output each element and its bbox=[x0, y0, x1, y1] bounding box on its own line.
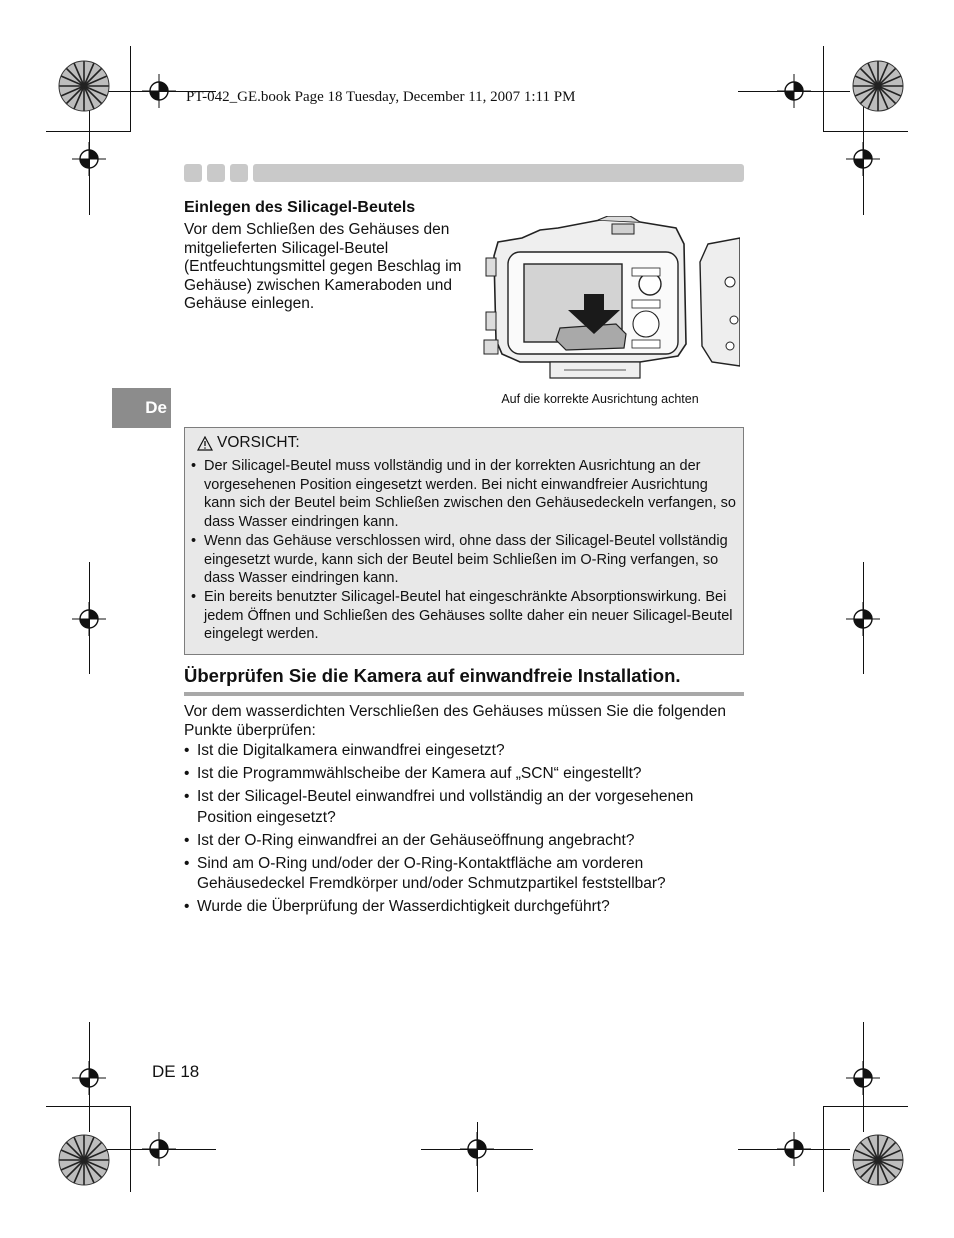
checklist-item: • Ist der O-Ring einwandfrei an der Gehäuseöffnung angebracht? bbox=[184, 831, 744, 852]
header-bar-square bbox=[207, 164, 225, 182]
crop-mark-line bbox=[130, 46, 131, 132]
page-number: DE 18 bbox=[152, 1062, 200, 1081]
caution-heading-text: VORSICHT: bbox=[217, 434, 300, 451]
checklist-item: • Ist die Digitalkamera einwandfrei eingesetzt? bbox=[184, 741, 744, 762]
book-slug: PT-042_GE.book Page 18 Tuesday, December 11, 2007 1:11 PM bbox=[186, 89, 576, 105]
crop-mark-line bbox=[46, 131, 130, 132]
camera-housing-illustration bbox=[480, 216, 740, 382]
section-rule bbox=[184, 692, 744, 696]
crop-mark-line bbox=[824, 1106, 908, 1107]
warning-triangle-icon bbox=[197, 436, 213, 451]
caution-item: • Der Silicagel-Beutel muss vollständig und in der korrekten Ausrichtung an der vorgesehenen Position eingesetzt werden. Bei nicht einwandfreier Ausrichtung kann sich der Beutel beim Schließen zwischen den Gehäusedeckeln verfangen, so dass Wasser eindringen kann. bbox=[191, 457, 739, 532]
language-tab-label: De bbox=[145, 398, 167, 417]
color-bar-icon bbox=[58, 60, 110, 112]
section-heading: Überprüfen Sie die Kamera auf einwandfreie Installation. bbox=[184, 665, 681, 686]
crop-mark-line bbox=[89, 562, 90, 674]
crop-mark-line bbox=[823, 46, 824, 132]
section-intro: Vor dem wasserdichten Verschließen des Gehäuses müssen Sie die folgenden Punkte überprüfen: bbox=[184, 703, 726, 739]
crop-mark-line bbox=[824, 131, 908, 132]
section-heading: Einlegen des Silicagel-Beutels bbox=[184, 199, 416, 216]
crop-mark-line bbox=[104, 1149, 216, 1150]
caution-heading bbox=[197, 434, 300, 452]
caution-item: • Wenn das Gehäuse verschlossen wird, ohne dass der Silicagel-Beutel vollständig eingesetzt wurde, kann sich der Beutel beim Schließen im O-Ring verfangen, so dass Wasser eindringen kann. bbox=[191, 532, 739, 588]
crop-mark-line bbox=[89, 1022, 90, 1132]
header-bar-square bbox=[230, 164, 248, 182]
caution-box bbox=[184, 427, 744, 655]
caution-item: • Ein bereits benutzter Silicagel-Beutel hat eingeschränkte Absorptionswirkung. Bei jedem Öffnen und Schließen des Gehäuses sollte daher ein neuer Silicagel-Beutel eingelegt werden. bbox=[191, 588, 739, 644]
header-bar-square bbox=[184, 164, 202, 182]
caution-list bbox=[191, 457, 739, 644]
figure-caption: Auf die korrekte Ausrichtung achten bbox=[501, 392, 699, 406]
checklist bbox=[184, 741, 744, 920]
crop-mark-line bbox=[46, 1106, 130, 1107]
checklist-item: • Sind am O-Ring und/oder der O-Ring-Kontaktfläche am vorderen Gehäusedeckel Fremdkörper und/oder Schmutzpartikel feststellbar? bbox=[184, 854, 744, 895]
crop-mark-line bbox=[738, 91, 850, 92]
color-bar-icon bbox=[852, 1134, 904, 1186]
crop-mark-line bbox=[863, 105, 864, 215]
checklist-item: • Ist der Silicagel-Beutel einwandfrei und vollständig an der vorgesehenen Position eingesetzt? bbox=[184, 787, 744, 828]
section-body: Vor dem Schließen des Gehäuses den mitgelieferten Silicagel-Beutel (Entfeuchtungsmittel gegen Beschlag im Gehäuse) zwischen Kameraboden und Gehäuse einlegen. bbox=[184, 221, 462, 312]
language-tab bbox=[112, 388, 171, 428]
crop-mark-line bbox=[89, 105, 90, 215]
color-bar-icon bbox=[852, 60, 904, 112]
checklist-item: • Ist die Programmwählscheibe der Kamera auf „SCN“ eingestellt? bbox=[184, 764, 744, 785]
crop-mark-line bbox=[863, 562, 864, 674]
checklist-item: • Wurde die Überprüfung der Wasserdichtigkeit durchgeführt? bbox=[184, 897, 744, 918]
crop-mark-line bbox=[863, 1022, 864, 1132]
crop-mark-line bbox=[477, 1122, 478, 1192]
crop-mark-line bbox=[738, 1149, 850, 1150]
header-bar bbox=[253, 164, 744, 182]
color-bar-icon bbox=[58, 1134, 110, 1186]
